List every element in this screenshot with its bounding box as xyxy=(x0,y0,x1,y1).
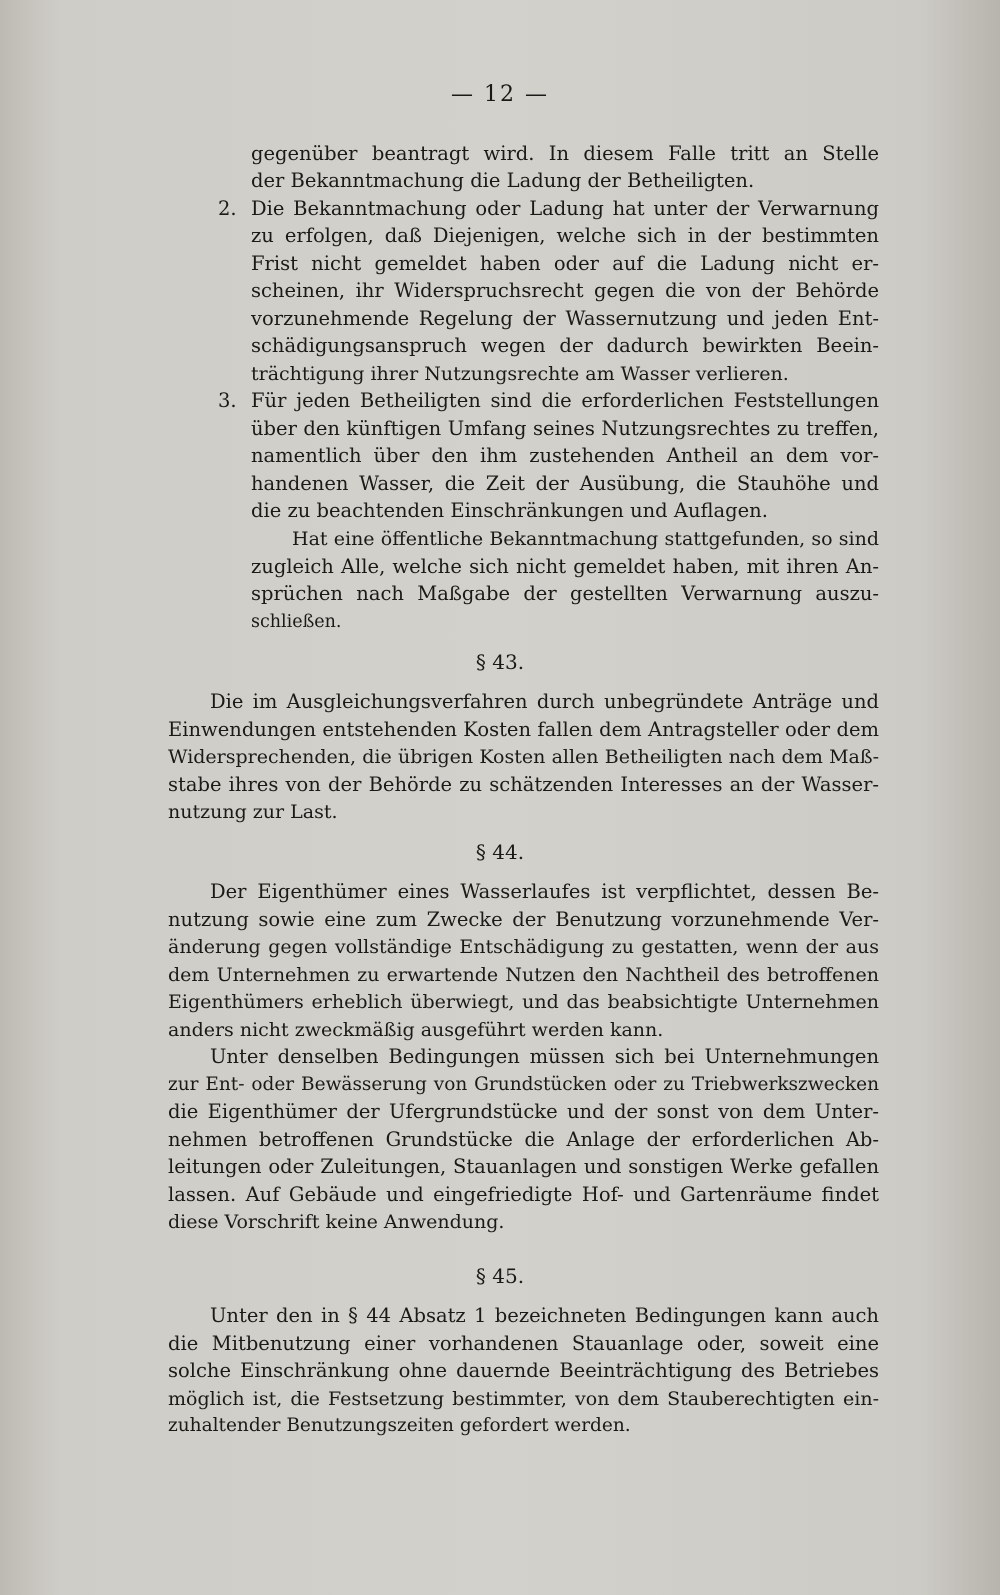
text-line: Die im Ausgleichungsverfahren durch unbegründete Anträge und xyxy=(210,690,879,713)
text-line: über den künftigen Umfang seines Nutzungsrechtes zu treffen, xyxy=(251,417,879,440)
text-line: Widersprechenden, die übrigen Kosten allen Betheiligten nach dem Maß- xyxy=(168,746,879,768)
text-line: scheinen, ihr Widerspruchsrecht gegen die von der Behörde xyxy=(251,279,879,302)
text-line: Unter den in § 44 Absatz 1 bezeichneten Bedingungen kann auch xyxy=(210,1304,879,1327)
text-line: zur Ent- oder Bewässerung von Grundstücken oder zu Triebwerkszwecken xyxy=(168,1074,879,1095)
text-line: diese Vorschrift keine Anwendung. xyxy=(168,1211,505,1233)
text-line: Die Bekanntmachung oder Ladung hat unter der Verwarnung xyxy=(251,197,879,220)
text-line: handenen Wasser, die Zeit der Ausübung, die Stauhöhe und xyxy=(251,472,879,495)
text-line: trächtigung ihrer Nutzungsrechte am Wasser verlieren. xyxy=(251,363,789,385)
text-line: Einwendungen entstehenden Kosten fallen dem Antragsteller oder dem xyxy=(168,718,879,741)
item-number: 3. xyxy=(218,389,237,412)
text-line: leitungen oder Zuleitungen, Stauanlagen und sonstigen Werke gefallen xyxy=(168,1155,879,1178)
section-heading: § 44. xyxy=(475,840,525,864)
section-heading: § 45. xyxy=(475,1264,525,1288)
item-number: 2. xyxy=(218,197,237,220)
text-line: Hat eine öffentliche Bekanntmachung stattgefunden, so sind xyxy=(292,528,879,550)
text-line: Frist nicht gemeldet haben oder auf die Ladung nicht er- xyxy=(251,252,879,275)
page-number: — 12 — xyxy=(451,82,549,107)
text-line: änderung gegen vollständige Entschädigung zu gestatten, wenn der aus xyxy=(168,936,879,958)
text-line: lassen. Auf Gebäude und eingefriedigte Hof- und Gartenräume findet xyxy=(168,1183,879,1206)
text-line: die zu beachtenden Einschränkungen und Auflagen. xyxy=(251,499,768,522)
text-line: die Mitbenutzung einer vorhandenen Stauanlage oder, soweit eine xyxy=(168,1332,879,1355)
text-line: anders nicht zweckmäßig ausgeführt werden kann. xyxy=(168,1019,664,1041)
text-line: nehmen betroffenen Grundstücke die Anlage der erforderlichen Ab- xyxy=(168,1128,879,1151)
text-line: der Bekanntmachung die Ladung der Betheiligten. xyxy=(251,169,755,192)
text-line: nutzung sowie eine zum Zwecke der Benutzung vorzunehmende Ver- xyxy=(168,908,879,931)
text-line: Für jeden Betheiligten sind die erforderlichen Feststellungen xyxy=(251,389,879,412)
text-line: möglich ist, die Festsetzung bestimmter, von dem Stauberechtigten ein- xyxy=(168,1388,879,1410)
text-line: dem Unternehmen zu erwartende Nutzen den Nachtheil des betroffenen xyxy=(168,964,879,986)
text-line: schließen. xyxy=(251,612,342,632)
text-line: Der Eigenthümer eines Wasserlaufes ist verpflichtet, dessen Be- xyxy=(210,880,879,903)
text-line: namentlich über den ihm zustehenden Antheil an dem vor- xyxy=(251,444,879,467)
text-line: gegenüber beantragt wird. In diesem Falle tritt an Stelle xyxy=(251,142,879,165)
text-line: die Eigenthümer der Ufergrundstücke und der sonst von dem Unter- xyxy=(168,1100,879,1123)
text-line: nutzung zur Last. xyxy=(168,801,338,823)
text-line: Unter denselben Bedingungen müssen sich bei Unternehmungen xyxy=(210,1045,879,1068)
text-line: stabe ihres von der Behörde zu schätzenden Interesses an der Wasser- xyxy=(168,773,879,796)
text-line: vorzunehmende Regelung der Wassernutzung und jeden Ent- xyxy=(251,307,879,330)
text-line: zu erfolgen, daß Diejenigen, welche sich in der bestimmten xyxy=(251,224,879,247)
text-line: solche Einschränkung ohne dauernde Beeinträchtigung des Betriebes xyxy=(168,1359,879,1382)
text-line: schädigungsanspruch wegen der dadurch bewirkten Beein- xyxy=(251,334,879,357)
text-line: zuhaltender Benutzungszeiten gefordert werden. xyxy=(168,1415,631,1436)
section-heading: § 43. xyxy=(475,650,525,674)
text-line: zugleich Alle, welche sich nicht gemeldet haben, mit ihren An- xyxy=(251,555,879,578)
text-line: sprüchen nach Maßgabe der gestellten Verwarnung auszu- xyxy=(251,582,879,605)
text-line: Eigenthümers erheblich überwiegt, und das beabsichtigte Unternehmen xyxy=(168,991,879,1013)
